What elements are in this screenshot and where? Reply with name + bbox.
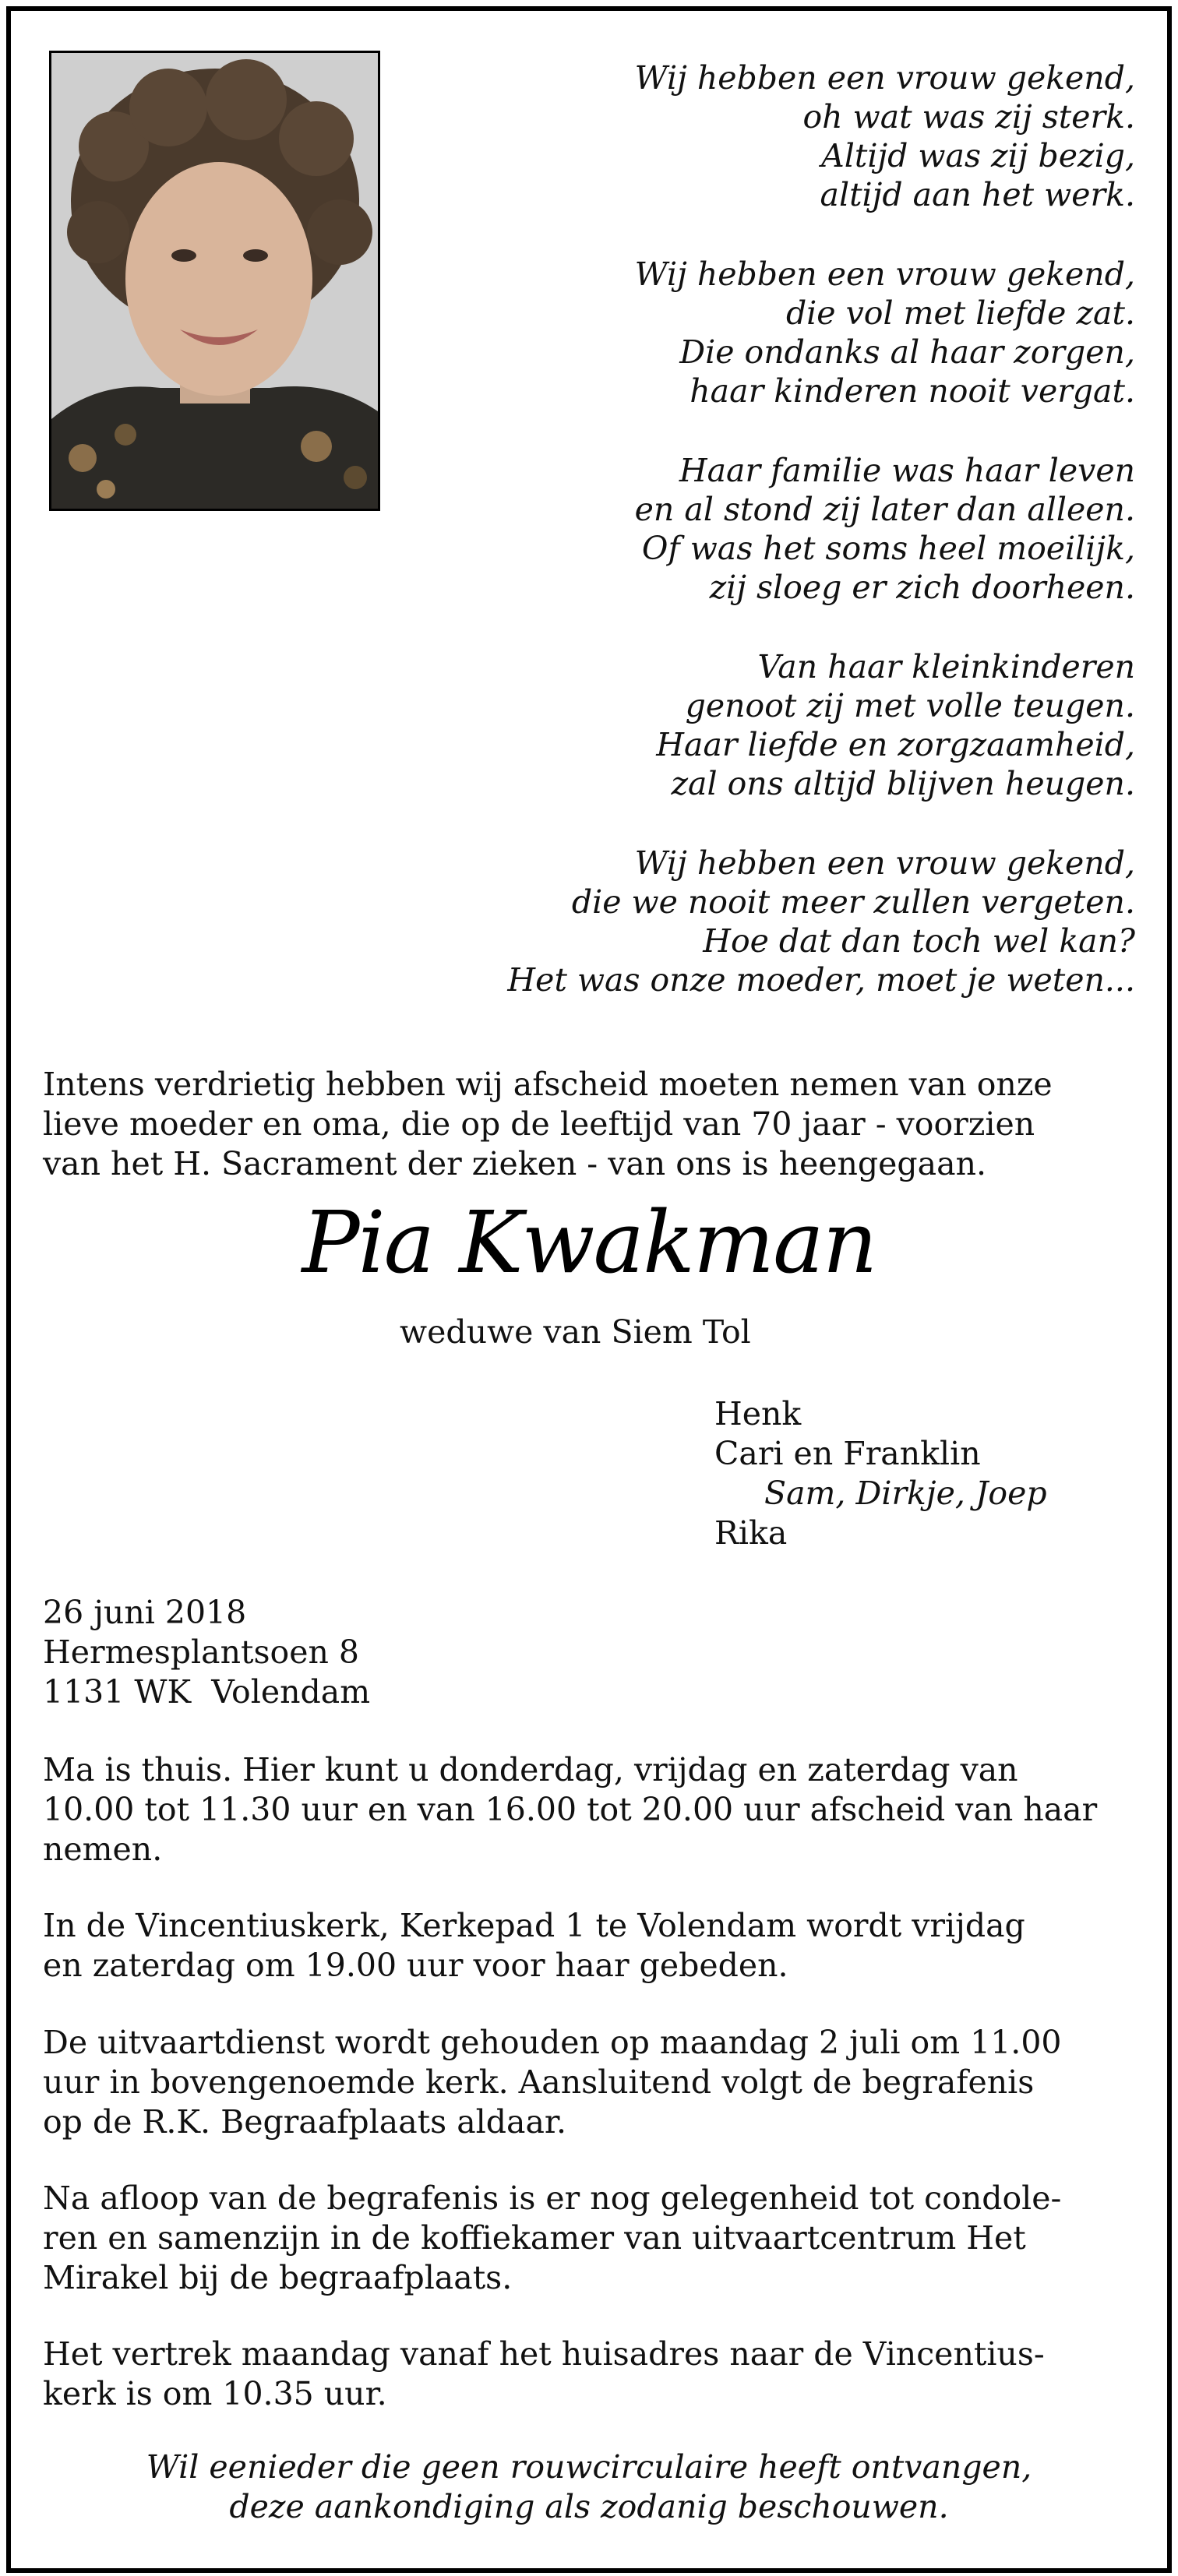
paragraph-line: In de Vincentiuskerk, Kerkepad 1 te Volendam wordt vrijdag bbox=[43, 1907, 1025, 1944]
poem-line: oh wat was zij sterk. bbox=[802, 98, 1135, 136]
prayer-paragraph bbox=[43, 1906, 1134, 1986]
poem-line: Het was onze moeder, moet je weten... bbox=[507, 961, 1135, 999]
paragraph-line: Mirakel bij de begraafplaats. bbox=[43, 2259, 513, 2296]
intro-line: van het H. Sacrament der zieken - van ons is heengegaan. bbox=[43, 1145, 987, 1182]
widow-of: weduwe van Siem Tol bbox=[400, 1313, 751, 1351]
poem-line: Die ondanks al haar zorgen, bbox=[679, 333, 1135, 371]
closing-line: Wil eenieder die geen rouwcirculaire heeft ontvangen, bbox=[146, 2448, 1032, 2486]
poem-line: Van haar kleinkinderen bbox=[757, 648, 1135, 685]
intro-line: lieve moeder en oma, die op de leeftijd van 70 jaar - voorzien bbox=[43, 1105, 1035, 1143]
poem-line: die we nooit meer zullen vergeten. bbox=[571, 883, 1135, 921]
poem bbox=[434, 58, 1135, 1040]
paragraph-line: en zaterdag om 19.00 uur voor haar gebeden. bbox=[43, 1947, 788, 1984]
poem-line: die vol met liefde zat. bbox=[785, 294, 1135, 332]
poem-line: Hoe dat dan toch wel kan? bbox=[703, 922, 1135, 960]
poem-line: en al stond zij later dan alleen. bbox=[634, 491, 1135, 528]
closing-note bbox=[0, 2447, 1178, 2527]
city: 1131 WK Volendam bbox=[43, 1673, 371, 1711]
portrait-image bbox=[51, 53, 378, 509]
paragraph-line: nemen. bbox=[43, 1831, 163, 1868]
intro-text bbox=[43, 1065, 1134, 1184]
poem-line: zal ons altijd blijven heugen. bbox=[671, 765, 1135, 802]
poem-line: Wij hebben een vrouw gekend, bbox=[634, 844, 1135, 882]
paragraph-line: kerk is om 10.35 uur. bbox=[43, 2375, 387, 2412]
family-member: Rika bbox=[714, 1514, 788, 1552]
paragraph-line: 10.00 tot 11.30 uur en van 16.00 tot 20.00 uur afscheid van haar bbox=[43, 1791, 1098, 1828]
visiting-paragraph bbox=[43, 1750, 1134, 1869]
date: 26 juni 2018 bbox=[43, 1594, 247, 1631]
poem-stanza bbox=[434, 647, 1135, 803]
portrait-photo bbox=[49, 51, 380, 511]
poem-line: Of was het soms heel moeilijk, bbox=[641, 530, 1135, 567]
paragraph-line: Het vertrek maandag vanaf het huisadres naar de Vincentius- bbox=[43, 2335, 1045, 2373]
poem-stanza bbox=[434, 255, 1135, 411]
address-block bbox=[43, 1593, 370, 1712]
poem-line: haar kinderen nooit vergat. bbox=[690, 372, 1135, 410]
family-member: Cari en Franklin bbox=[714, 1435, 981, 1472]
poem-stanza bbox=[434, 451, 1135, 607]
poem-line: genoot zij met volle teugen. bbox=[685, 687, 1135, 724]
poem-line: Wij hebben een vrouw gekend, bbox=[634, 255, 1135, 293]
poem-line: Wij hebben een vrouw gekend, bbox=[634, 59, 1135, 97]
deceased-name: Pia Kwakman bbox=[302, 1193, 876, 1292]
paragraph-line: Ma is thuis. Hier kunt u donderdag, vrijdag en zaterdag van bbox=[43, 1751, 1018, 1788]
poem-stanza bbox=[434, 844, 1135, 999]
grandchildren: Sam, Dirkje, Joep bbox=[764, 1475, 1047, 1512]
family-member: Henk bbox=[714, 1395, 802, 1432]
departure-paragraph bbox=[43, 2335, 1134, 2414]
paragraph-line: op de R.K. Begraafplaats aldaar. bbox=[43, 2103, 567, 2141]
intro-line: Intens verdrietig hebben wij afscheid moeten nemen van onze bbox=[43, 1066, 1053, 1103]
poem-line: Haar familie was haar leven bbox=[679, 452, 1135, 489]
street: Hermesplantsoen 8 bbox=[43, 1633, 359, 1671]
condolence-paragraph bbox=[43, 2179, 1134, 2298]
paragraph-line: ren en samenzijn in de koffiekamer van uitvaartcentrum Het bbox=[43, 2219, 1026, 2257]
poem-line: altijd aan het werk. bbox=[820, 176, 1135, 213]
paragraph-line: De uitvaartdienst wordt gehouden op maandag 2 juli om 11.00 bbox=[43, 2024, 1062, 2061]
poem-stanza bbox=[434, 58, 1135, 214]
poem-line: Haar liefde en zorgzaamheid, bbox=[656, 726, 1135, 763]
paragraph-line: Na afloop van de begrafenis is er nog gelegenheid tot condole- bbox=[43, 2180, 1062, 2217]
poem-line: Altijd was zij bezig, bbox=[821, 137, 1135, 174]
paragraph-line: uur in bovengenoemde kerk. Aansluitend volgt de begrafenis bbox=[43, 2063, 1035, 2101]
family-list bbox=[714, 1394, 1047, 1553]
service-paragraph bbox=[43, 2023, 1134, 2142]
poem-line: zij sloeg er zich doorheen. bbox=[709, 569, 1135, 606]
closing-line: deze aankondiging als zodanig beschouwen. bbox=[229, 2488, 949, 2525]
